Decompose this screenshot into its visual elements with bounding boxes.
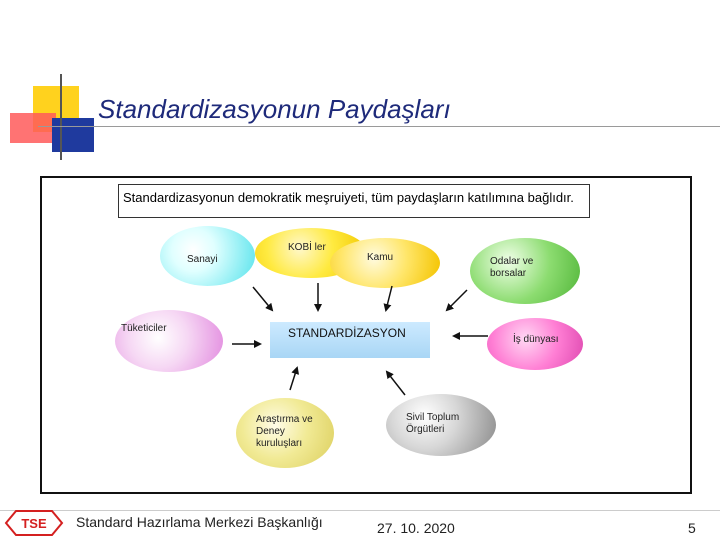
node-standardizasyon-label: STANDARDİZASYON	[288, 326, 406, 340]
footer-divider	[0, 510, 720, 511]
arrow-sivil	[387, 372, 405, 395]
node-tuketiciler-label: Tüketiciler	[121, 323, 167, 334]
node-arastirma-label-3: kuruluşları	[256, 438, 303, 449]
svg-text:TSE: TSE	[21, 516, 47, 531]
footer-date: 27. 10. 2020	[377, 520, 455, 536]
arrow-sanayi	[253, 287, 272, 310]
node-sanayi-label: Sanayi	[187, 254, 218, 265]
tse-logo	[4, 508, 64, 538]
node-odalar-label-1: Odalar ve	[490, 256, 534, 267]
node-odalar-label-2: borsalar	[490, 268, 527, 279]
node-kobiler-label: KOBİ ler	[288, 242, 326, 253]
arrow-arastirma	[290, 368, 297, 390]
node-sivil-label-1: Sivil Toplum	[406, 412, 460, 423]
slide-title: Standardizasyonun Paydaşları	[98, 94, 451, 124]
node-arastirma-label-2: Deney	[256, 426, 285, 437]
footer-page-number: 5	[688, 520, 696, 536]
arrow-kamu	[386, 286, 392, 310]
footer-organization: Standard Hazırlama Merkezi Başkanlığı	[76, 514, 323, 530]
arrow-odalar	[447, 290, 467, 310]
legitimacy-note: Standardizasyonun demokratik meşruiyeti, tüm paydaşların katılımına bağlıdır.	[118, 184, 590, 218]
node-is-dunyasi-label: İş dünyası	[513, 334, 559, 345]
node-kamu-label: Kamu	[367, 252, 394, 263]
node-sivil-label-2: Örgütleri	[406, 424, 445, 435]
node-arastirma-label-1: Araştırma ve	[256, 414, 313, 425]
